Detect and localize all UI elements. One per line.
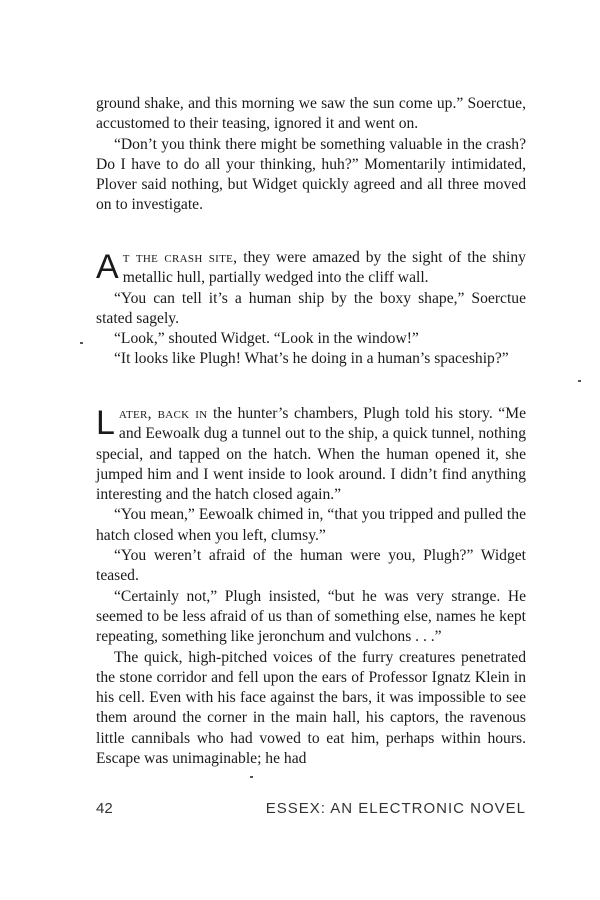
section-hunters-chambers bbox=[96, 404, 526, 769]
paragraph-continuation: ground shake, and this morning we saw the sun come up.” Soerctue, accustomed to their teasing, ignored it and went on. bbox=[96, 95, 526, 133]
paragraph: “Certainly not,” Plugh insisted, “but he was very strange. He seemed to be less afraid of us than of something else, names he kept repeating, something like jeronchum and vulchons . . .” bbox=[96, 587, 526, 646]
section-lead-paragraph bbox=[96, 404, 526, 505]
paragraph: “You can tell it’s a human ship by the boxy shape,” Soerctue stated sagely. bbox=[96, 289, 526, 327]
paragraph: “You mean,” Eewoalk chimed in, “that you tripped and pulled the hatch closed when you left, clumsy.” bbox=[96, 506, 526, 544]
drop-cap: L bbox=[96, 404, 115, 442]
lead-in-smallcaps: t the crash site, bbox=[122, 249, 238, 266]
drop-cap: A bbox=[96, 248, 119, 286]
section-lead-paragraph bbox=[96, 248, 526, 289]
stray-mark bbox=[578, 380, 581, 382]
paragraph: “It looks like Plugh! What’s he doing in a human’s spaceship?” bbox=[114, 350, 509, 368]
stray-mark bbox=[80, 342, 83, 344]
stray-mark bbox=[250, 776, 253, 778]
text-block-top bbox=[96, 94, 526, 216]
paragraph: The quick, high-pitched voices of the furry creatures penetrated the stone corridor and fell upon the ears of Professor Ignatz Klein in his cell. Even with his face against the bars, it was impossible to see them around the corner in the main hall, his captors, the ravenous little cannibals who had vowed to eat him, perhaps within hours. Escape was unimaginable; he had bbox=[96, 648, 526, 768]
section-crash-site bbox=[96, 248, 526, 370]
paragraph: “Don’t you think there might be something valuable in the crash? Do I have to do all your thinking, huh?” Momentarily intimidated, Plover said nothing, but Widget quickly agreed and all three moved on to investigate. bbox=[96, 135, 526, 214]
running-title: ESSEX: AN ELECTRONIC NOVEL bbox=[265, 800, 526, 817]
lead-in-smallcaps: ater, back in bbox=[118, 405, 208, 422]
paragraph: “You weren’t afraid of the human were you, Plugh?” Widget teased. bbox=[96, 547, 526, 585]
lead-in-text: they were amazed by the sight of the shiny metallic hull, partially wedged into the cliff wall. bbox=[122, 249, 526, 287]
paragraph: “Look,” shouted Widget. “Look in the window!” bbox=[114, 330, 419, 348]
lead-in-text: the hunter’s chambers, Plugh told his story. “Me and Eewoalk dug a tunnel out to the ship, a quick tunnel, nothing special, and tapped on the hatch. When the human opened it, she jumped him and I went inside to look around. I didn’t find anything interesting and the hatch closed again.” bbox=[96, 405, 526, 504]
page-number: 42 bbox=[96, 800, 113, 817]
